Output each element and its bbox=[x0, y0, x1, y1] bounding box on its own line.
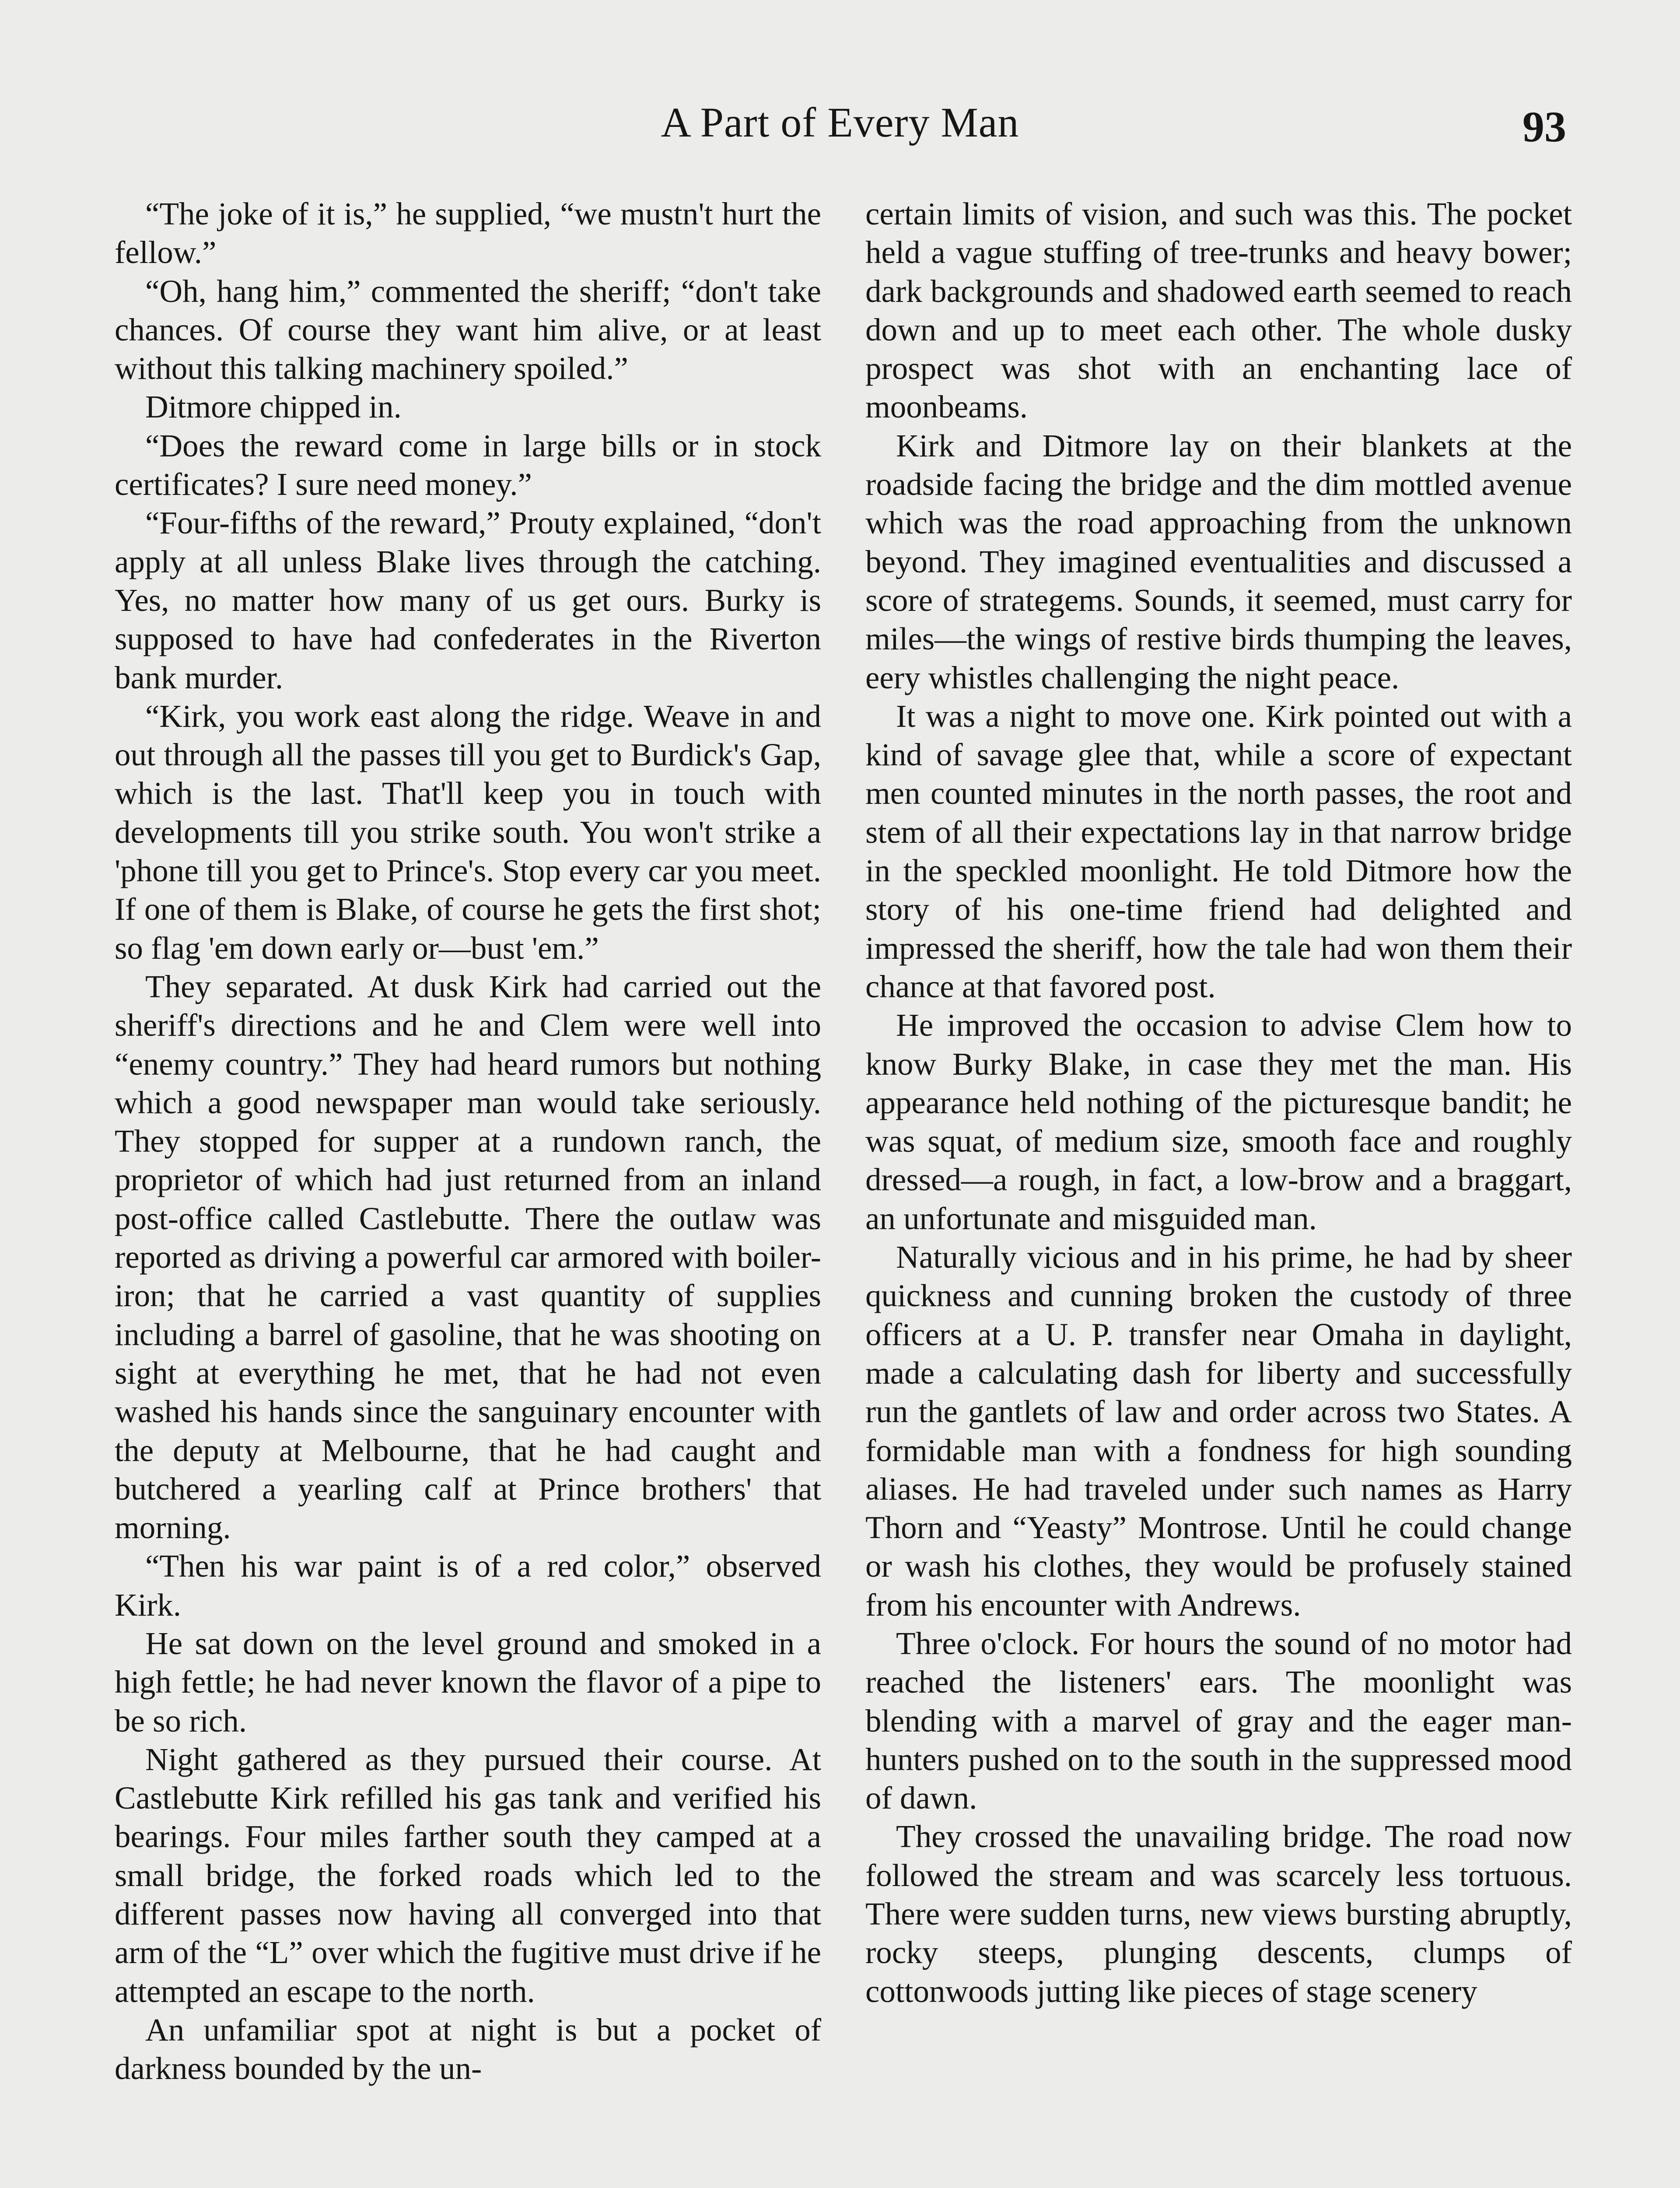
paragraph: They separated. At dusk Kirk had carried out the sheriff's directions and he and Clem were well into “enemy country.” They had heard rumors but nothing which a good newspaper man would take seriously. They stopped for supper at a rundown ranch, the proprietor of which had just returned from an inland post-office called Castlebutte. There the outlaw was reported as driving a powerful car armored with boiler-iron; that he carried a vast quantity of supplies including a barrel of gasoline, that he was shooting on sight at everything he met, that he had not even washed his hands since the sanguinary encounter with the deputy at Melbourne, that he had caught and butchered a yearling calf at Prince brothers' that morning. bbox=[115, 968, 821, 1546]
paragraph: It was a night to move one. Kirk pointed out with a kind of savage glee that, while a score of expectant men counted minutes in the north passes, the root and stem of all their expectations lay in that narrow bridge in the speckled moonlight. He told Ditmore how the story of his one-time friend had delighted and impressed the sheriff, how the tale had won them their chance at that favored post. bbox=[865, 698, 1572, 1004]
paragraph: He sat down on the level ground and smoked in a high fettle; he had never known the flavor of a pipe to be so rich. bbox=[115, 1625, 821, 1739]
paragraph: Ditmore chipped in. bbox=[145, 389, 402, 425]
paragraph: An unfamiliar spot at night is but a pocket of darkness bounded by the un- bbox=[115, 2012, 821, 2086]
paragraph: He improved the occasion to advise Clem how to know Burky Blake, in case they met the man. His appearance held nothing of the picturesque bandit; he was squat, of medium size, smooth face and roughly dressed—a rough, in fact, a low-brow and a braggart, an unfortunate and misguided man. bbox=[865, 1007, 1572, 1236]
paragraph: “Oh, hang him,” commented the sheriff; “don't take chances. Of course they want him alive, or at least without this talking machinery spoiled.” bbox=[115, 273, 821, 386]
paragraph: They crossed the unavailing bridge. The road now followed the stream and was scarcely less tortuous. There were sudden turns, new views bursting abruptly, rocky steeps, plunging descents, clumps of cottonwoods jutting like pieces of stage scenery bbox=[865, 1819, 1572, 2009]
paragraph: Three o'clock. For hours the sound of no motor had reached the listeners' ears. The moonlight was blending with a marvel of gray and the eager man-hunters pushed on to the south in the suppressed mood of dawn. bbox=[865, 1625, 1572, 1816]
paragraph: Night gathered as they pursued their course. At Castlebutte Kirk refilled his gas tank and verified his bearings. Four miles farther south they camped at a small bridge, the forked roads which led to the different passes now having all converged into that arm of the “L” over which the fugitive must drive if he attempted an escape to the north. bbox=[115, 1741, 821, 2009]
paragraph: “Does the reward come in large bills or in stock certificates? I sure need money.” bbox=[115, 428, 821, 502]
paragraph: “The joke of it is,” he supplied, “we mustn't hurt the fellow.” bbox=[115, 196, 821, 270]
page-number: 93 bbox=[1522, 102, 1566, 151]
paragraph-continued: certain limits of vision, and such was this. The pocket held a vague stuffing of tree-trunks and heavy bower; dark backgrounds and shadowed earth seemed to reach down and up to meet each other. The whole dusky prospect was shot with an enchanting lace of moonbeams. bbox=[865, 196, 1572, 425]
left-column bbox=[115, 195, 821, 2088]
running-title: A Part of Every Man bbox=[661, 99, 1019, 146]
paragraph: “Four-fifths of the reward,” Prouty explained, “don't apply at all unless Blake lives through the catching. Yes, no matter how many of us get ours. Burky is supposed to have had confederates in the Riverton bank murder. bbox=[115, 505, 821, 695]
paragraph: “Kirk, you work east along the ridge. Weave in and out through all the passes till you get to Burdick's Gap, which is the last. That'll keep you in touch with developments till you strike south. You won't strike a 'phone till you get to Prince's. Stop every car you meet. If one of them is Blake, of course he gets the first shot; so flag 'em down early or—bust 'em.” bbox=[115, 698, 821, 966]
running-head bbox=[114, 88, 1566, 158]
paragraph: Naturally vicious and in his prime, he had by sheer quickness and cunning broken the custody of three officers at a U. P. transfer near Omaha in daylight, made a calculating dash for liberty and successfully run the gantlets of law and order across two States. A formidable man with a fondness for high sounding aliases. He had traveled under such names as Harry Thorn and “Yeasty” Montrose. Until he could change or wash his clothes, they would be profusely stained from his encounter with Andrews. bbox=[865, 1239, 1572, 1623]
paragraph: Kirk and Ditmore lay on their blankets at the roadside facing the bridge and the dim mottled avenue which was the road approaching from the unknown beyond. They imagined eventualities and discussed a score of strategems. Sounds, it seemed, must carry for miles—the wings of restive birds thumping the leaves, eery whistles challenging the night peace. bbox=[865, 428, 1572, 695]
paragraph: “Then his war paint is of a red color,” observed Kirk. bbox=[115, 1548, 821, 1623]
right-column bbox=[865, 195, 1572, 2011]
